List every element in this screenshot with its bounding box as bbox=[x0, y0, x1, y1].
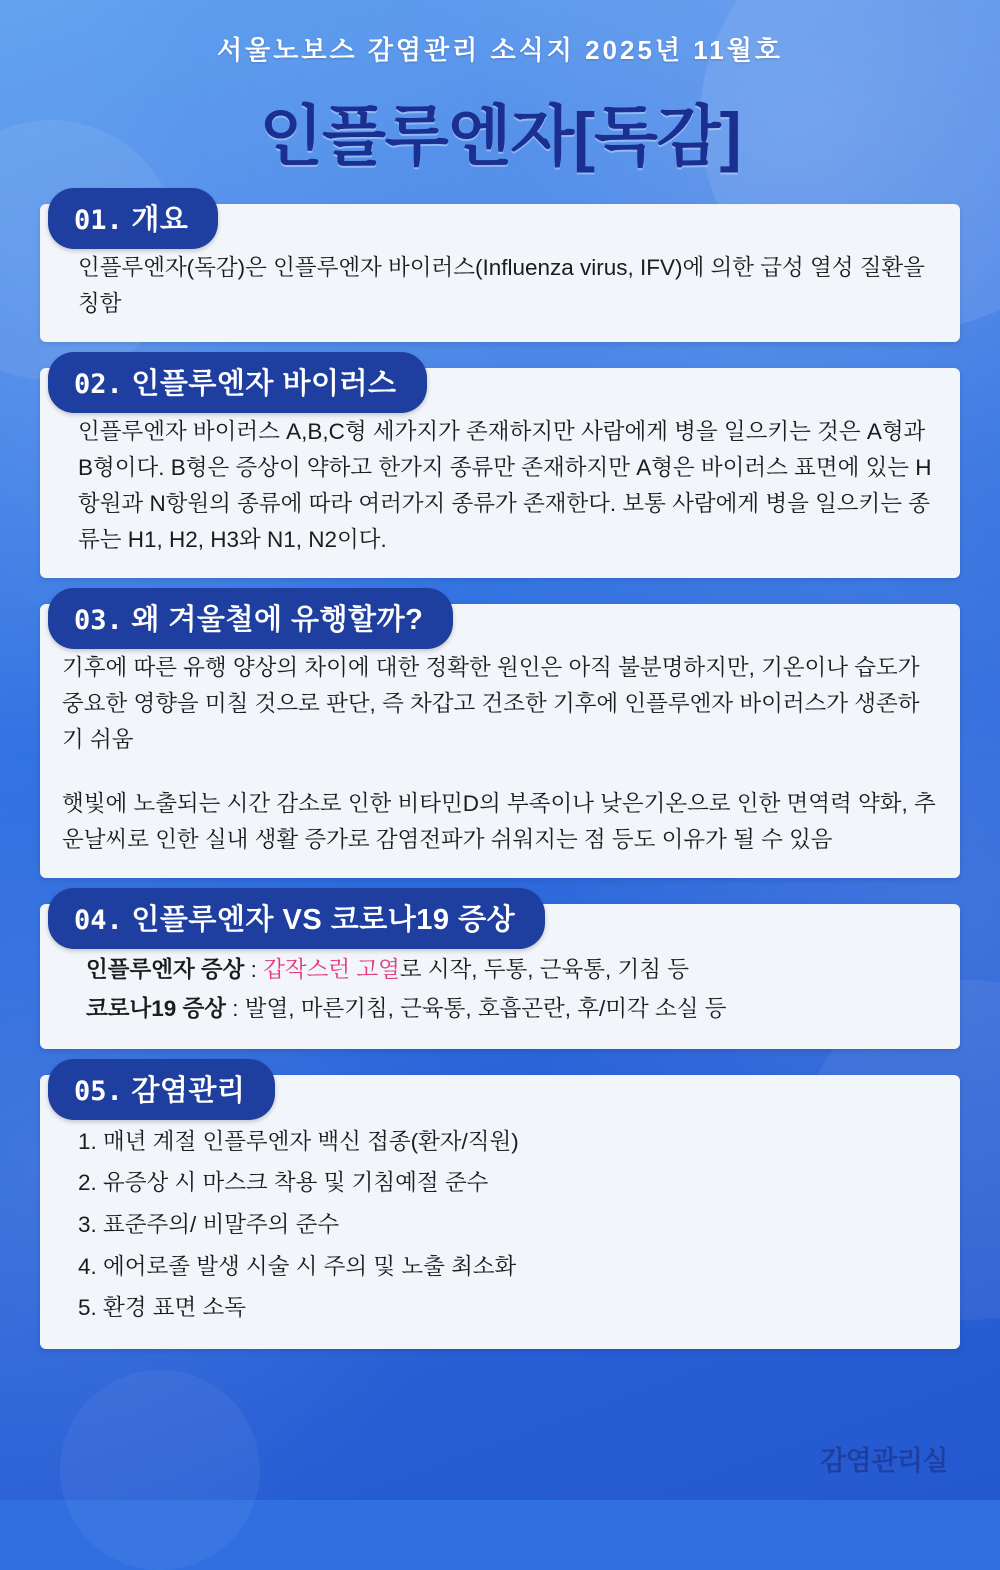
influenza-separator: : bbox=[244, 957, 264, 982]
list-item: 2. 유증상 시 마스크 착용 및 기침예절 준수 bbox=[78, 1170, 489, 1196]
covid-label: 코로나19 증상 bbox=[86, 996, 226, 1022]
covid-text: 발열, 마른기침, 근육통, 호흡곤란, 후/미각 소실 등 bbox=[244, 996, 727, 1022]
section-paragraph: 햇빛에 노출되는 시간 감소로 인한 비타민D의 부족이나 낮은기온으로 인한 면역력 약화, 추운날씨로 인한 실내 생활 증가로 감염전파가 쉬워지는 점 등도 이유가 될 수 있음 bbox=[62, 791, 936, 852]
covid-symptom-line bbox=[62, 989, 938, 1028]
list-item: 4. 에어로졸 발생 시술 시 주의 및 노출 최소화 bbox=[78, 1253, 517, 1279]
section-number: 03. bbox=[74, 605, 123, 636]
section-number: 05. bbox=[74, 1075, 123, 1107]
section-virus bbox=[40, 368, 960, 578]
section-heading: 감염관리 bbox=[131, 1074, 246, 1107]
section-paragraph: 인플루엔자(독감)은 인플루엔자 바이러스(Influenza virus, IFV)에 의한 급성 열성 질환을 칭함 bbox=[78, 255, 925, 316]
section-winter bbox=[40, 604, 960, 878]
influenza-symptom-line bbox=[62, 950, 938, 989]
section-badge-04 bbox=[48, 888, 545, 949]
section-comparison bbox=[40, 904, 960, 1049]
list-item: 3. 표준주의/ 비말주의 준수 bbox=[78, 1212, 340, 1237]
control-measures-list bbox=[62, 1121, 938, 1329]
section-heading: 왜 겨울철에 유행할까? bbox=[131, 604, 424, 636]
background-circle-decor bbox=[60, 1370, 260, 1570]
section-number: 04. bbox=[74, 905, 123, 936]
footer-department: 감염관리실 bbox=[820, 1446, 948, 1476]
section-number: 01. bbox=[74, 205, 123, 236]
section-badge-01 bbox=[48, 188, 218, 249]
influenza-label: 인플루엔자 증상 bbox=[86, 957, 245, 982]
section-heading: 개요 bbox=[131, 204, 189, 236]
section-paragraph: 기후에 따른 유행 양상의 차이에 대한 정확한 원인은 아직 불분명하지만, 기온이나 습도가 중요한 영향을 미칠 것으로 판단, 즉 차갑고 건조한 기후에 인플루엔자 바이러스가 생존하기 쉬움 bbox=[62, 655, 920, 752]
section-number: 02. bbox=[74, 369, 123, 400]
influenza-highlight: 갑작스런 고열 bbox=[263, 957, 400, 982]
poster-header bbox=[0, 0, 1000, 178]
section-infection-control bbox=[40, 1075, 960, 1349]
section-badge-02 bbox=[48, 352, 427, 413]
section-badge-05 bbox=[48, 1059, 275, 1120]
list-item: 1. 매년 계절 인플루엔자 백신 접종(환자/직원) bbox=[78, 1128, 519, 1154]
page-title: 인플루엔자[독감] bbox=[259, 99, 741, 173]
newsletter-kicker: 서울노보스 감염관리 소식지 2025년 11월호 bbox=[217, 35, 783, 65]
section-badge-03 bbox=[48, 588, 453, 649]
section-heading: 인플루엔자 VS 코로나19 증상 bbox=[131, 904, 516, 936]
poster-content bbox=[0, 178, 1000, 1349]
section-paragraph: 인플루엔자 바이러스 A,B,C형 세가지가 존재하지만 사람에게 병을 일으키는 것은 A형과 B형이다. B형은 증상이 약하고 한가지 종류만 존재하지만 A형은 바이러스 표면에 있는 H항원과 N항원의 종류에 따라 여러가지 종류가 존재한다. 보통 사람에게 병을 일으키는 종류는 H1, H2, H3와 N1, N2이다. bbox=[78, 419, 932, 552]
section-heading: 인플루엔자 바이러스 bbox=[131, 368, 397, 400]
section-overview bbox=[40, 204, 960, 342]
influenza-rest: 로 시작, 두통, 근육통, 기침 등 bbox=[399, 957, 689, 982]
list-item: 5. 환경 표면 소독 bbox=[78, 1295, 246, 1321]
covid-separator: : bbox=[225, 996, 245, 1022]
